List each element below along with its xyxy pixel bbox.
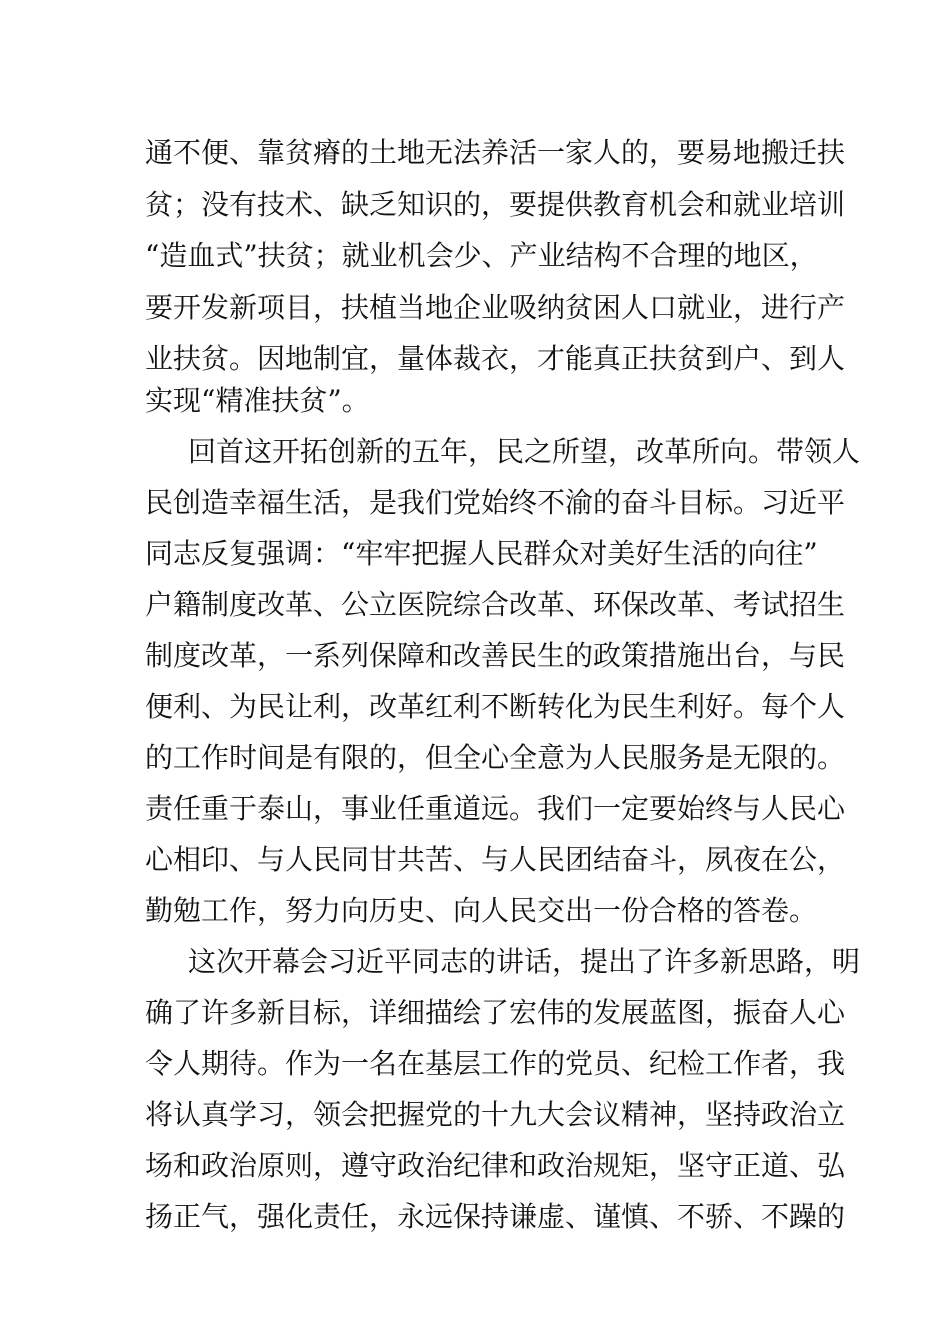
text-line: 要开发新项目，扶植当地企业吸纳贫困人口就业，进行产: [145, 291, 846, 324]
text-line: 民创造幸福生活，是我们党始终不渝的奋斗目标。习近平: [145, 486, 846, 519]
text-line: 确了许多新目标，详细描绘了宏伟的发展蓝图，振奋人心: [145, 996, 846, 1029]
text-line: “造血式”扶贫；就业机会少、产业结构不合理的地区，: [145, 239, 818, 272]
text-line: 同志反复强调：“牢牢把握人民群众对美好生活的向往”: [145, 537, 818, 570]
text-line: 勤勉工作，努力向历史、向人民交出一份合格的答卷。: [145, 894, 818, 927]
text-line: 业扶贫。因地制宜，量体裁衣，才能真正扶贫到户、到人: [145, 342, 846, 375]
text-line: 将认真学习，领会把握党的十九大会议精神，坚持政治立: [145, 1098, 846, 1131]
text-line: 贫；没有技术、缺乏知识的，要提供教育机会和就业培训: [145, 188, 846, 221]
text-line: 扬正气，强化责任，永远保持谦虚、谨慎、不骄、不躁的: [145, 1200, 846, 1233]
paragraph-first-line: 回首这开拓创新的五年，民之所望，改革所向。带领人: [188, 435, 861, 468]
text-line: 便利、为民让利，改革红利不断转化为民生利好。每个人: [145, 690, 846, 723]
text-line: 责任重于泰山，事业任重道远。我们一定要始终与人民心: [145, 792, 846, 825]
text-line: 心相印、与人民同甘共苦、与人民团结奋斗，夙夜在公，: [145, 843, 846, 876]
text-line: 场和政治原则，遵守政治纪律和政治规矩，坚守正道、弘: [145, 1149, 846, 1182]
text-line: 通不便、靠贫瘠的土地无法养活一家人的，要易地搬迁扶: [145, 136, 846, 169]
text-line: 制度改革，一系列保障和改善民生的政策措施出台，与民: [145, 639, 846, 672]
text-line: 令人期待。作为一名在基层工作的党员、纪检工作者，我: [145, 1047, 846, 1080]
text-line: 的工作时间是有限的，但全心全意为人民服务是无限的。: [145, 741, 846, 774]
text-line: 户籍制度改革、公立医院综合改革、环保改革、考试招生: [145, 588, 846, 621]
text-line: 实现“精准扶贫”。: [145, 384, 370, 417]
paragraph-first-line: 这次开幕会习近平同志的讲话，提出了许多新思路，明: [188, 945, 861, 978]
